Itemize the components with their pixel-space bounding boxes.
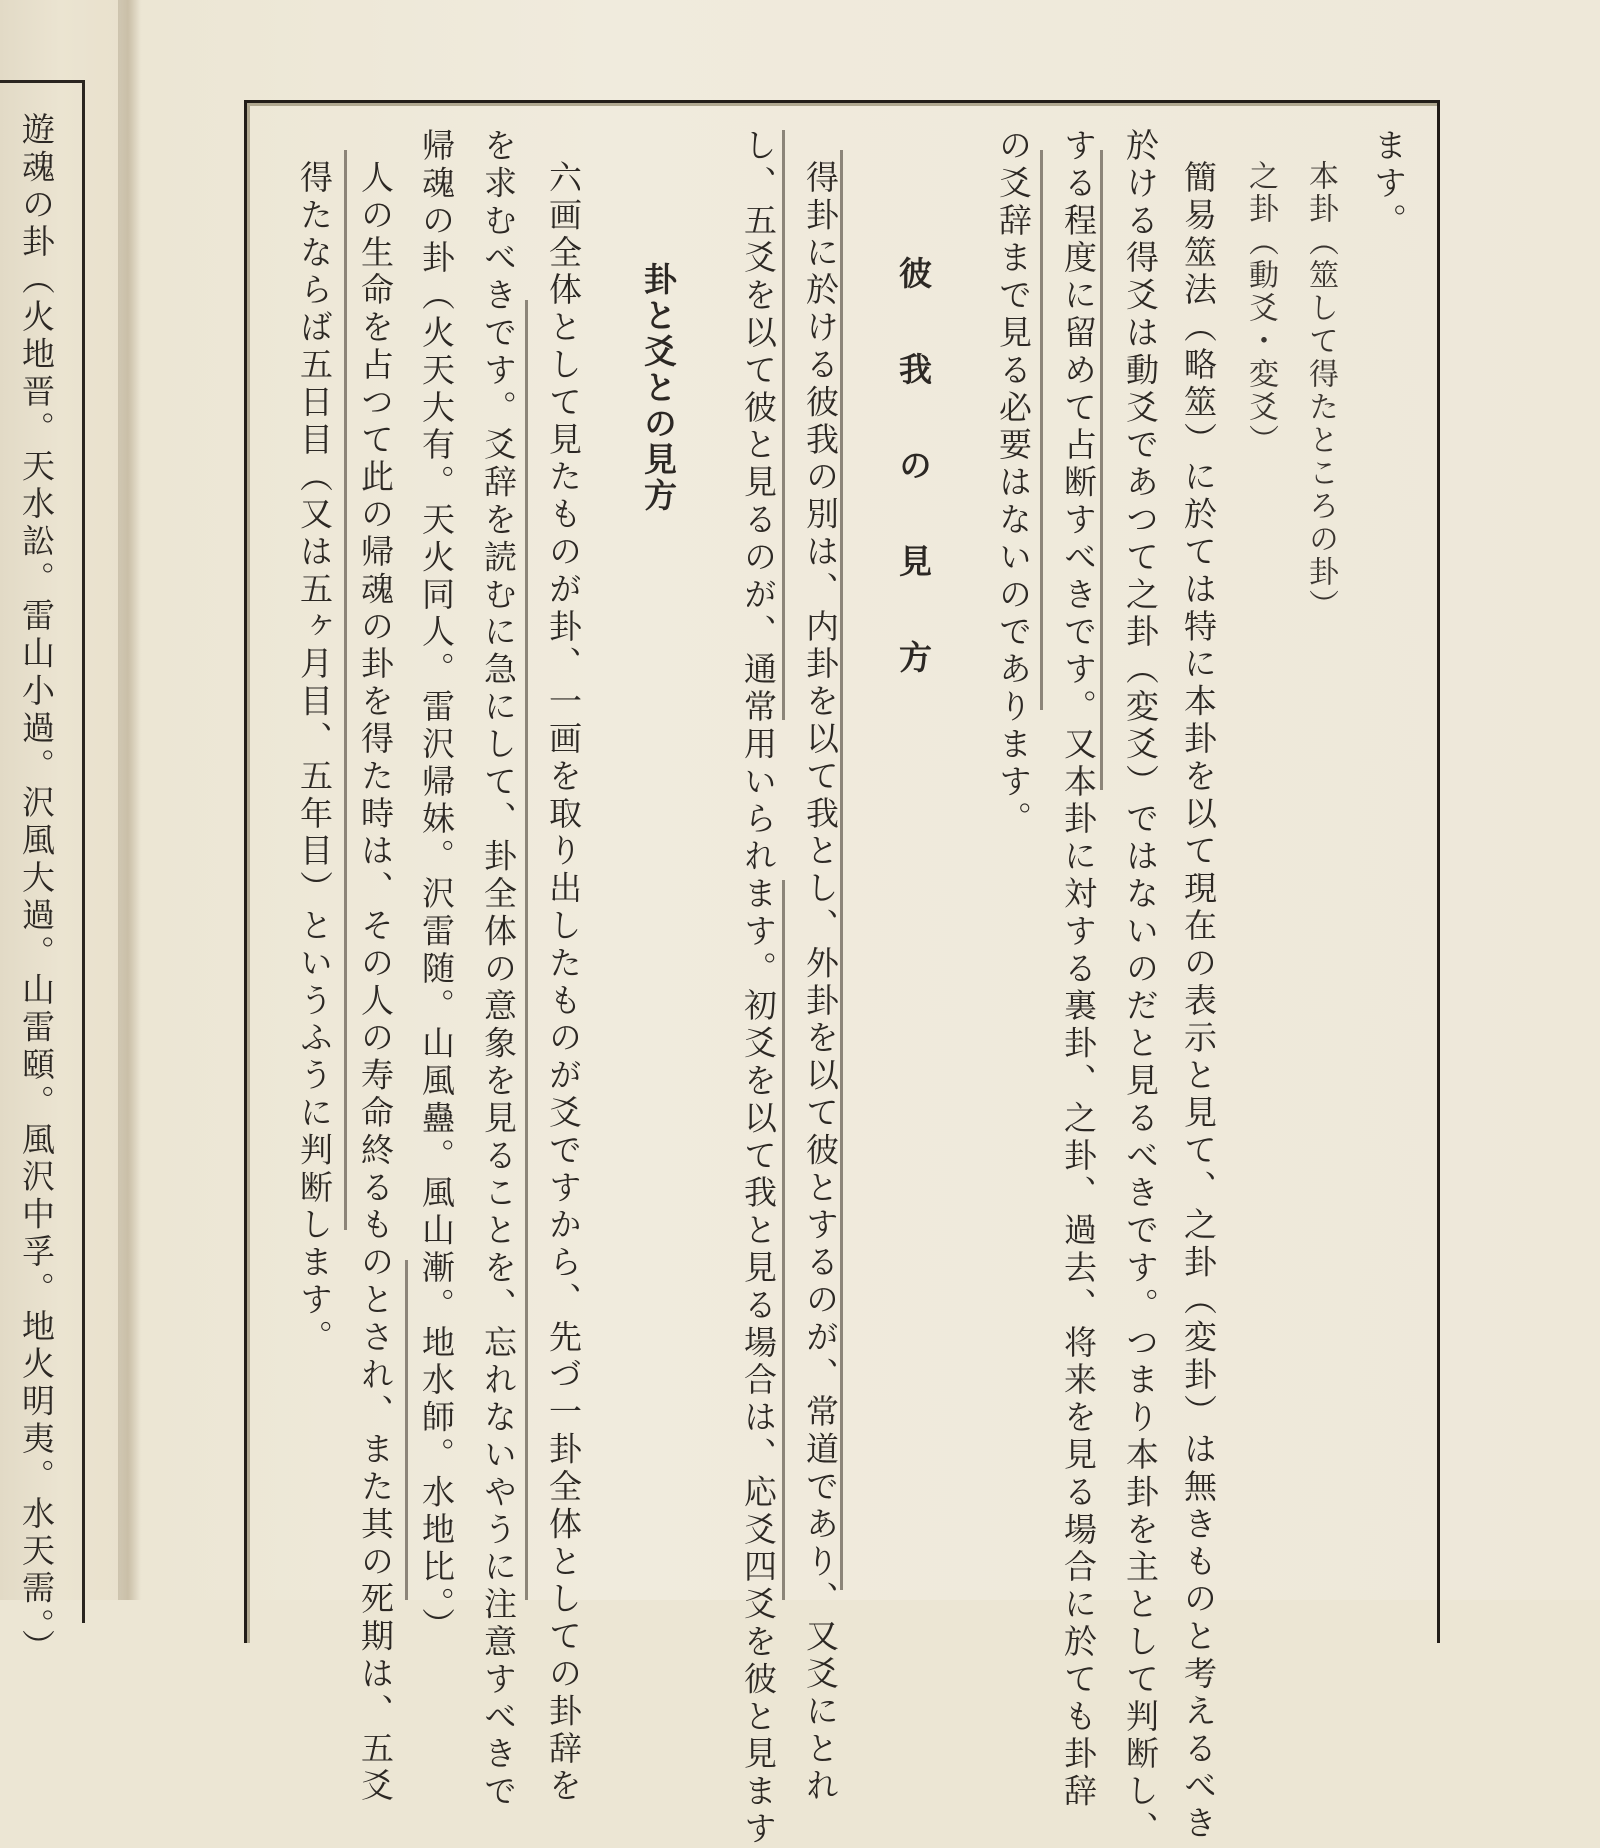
text-column-14: 帰魂の卦（火天大有。天火同人。雷沢帰妹。沢雷随。山風蠱。風山漸。地水師。水地比。） [417, 128, 456, 1645]
text-column-5: 於ける得爻は動爻であつて之卦（変爻）ではないのだと見るべきです。つまり本卦を主として判断し、 [1121, 128, 1160, 1848]
margin-mark [782, 130, 785, 720]
margin-mark [1040, 150, 1043, 710]
margin-mark [405, 1260, 408, 1600]
section-heading-higa: 彼 我 の 見 方 [894, 256, 933, 685]
text-column-2: 本卦（筮して得たところの卦） [1303, 160, 1338, 622]
text-column-7: の爻辞まで見る必要はないのであります。 [994, 128, 1033, 839]
text-column-12: 六画全体として見たものが卦、一画を取り出したものが爻ですから、先づ一卦全体としての卦辞を [544, 160, 583, 1806]
text-column-3: 之卦（動爻・変爻） [1243, 160, 1278, 457]
text-column-9: 得卦に於ける彼我の別は、内卦を以て我とし、外卦を以て彼とするのが、常道であり、又爻にとれ [801, 160, 840, 1806]
text-column-1: ます。 [1369, 128, 1408, 241]
text-column-15: 人の生命を占つて此の帰魂の卦を得た時は、その人の寿命終るものとされ、また其の死期は、五爻 [356, 160, 395, 1806]
margin-mark [344, 150, 347, 1230]
section-heading-ka-to-ko: 卦と爻との見方 [639, 262, 678, 514]
text-column-4: 簡易筮法（略筮）に於ては特に本卦を以て現在の表示と見て、之卦（変卦）は無きものと考えるべき [1179, 160, 1218, 1843]
margin-mark [1100, 150, 1103, 790]
left-page-text: 遊魂の卦（火地晋。天水訟。雷山小過。沢風大過。山雷頤。風沢中孚。地火明夷。水天需。） [17, 112, 56, 1667]
book-gutter-shadow [118, 0, 142, 1600]
bleed-through-ghost [1340, 200, 1377, 488]
margin-mark [840, 150, 843, 1590]
text-column-16: 得たならば五日目（又は五ヶ月目、五年目）というふうに判断します。 [295, 160, 334, 1357]
margin-mark [525, 300, 528, 1600]
margin-mark [782, 880, 785, 1600]
left-page-column [18, 112, 54, 1666]
text-column-13: を求むべきです。爻辞を読むに急にして、卦全体の意象を見ることを、忘れないやうに注意すべきで [479, 128, 518, 1811]
text-column-10: し、五爻を以て彼と見るのが、通常用いられます。初爻を以て我と見る場合は、応爻四爻を彼と見ます [739, 128, 778, 1848]
text-column-6: する程度に留めて占断すべきです。又本卦に対する裏卦、之卦、過去、将来を見る場合に於ても卦辞 [1059, 128, 1098, 1811]
